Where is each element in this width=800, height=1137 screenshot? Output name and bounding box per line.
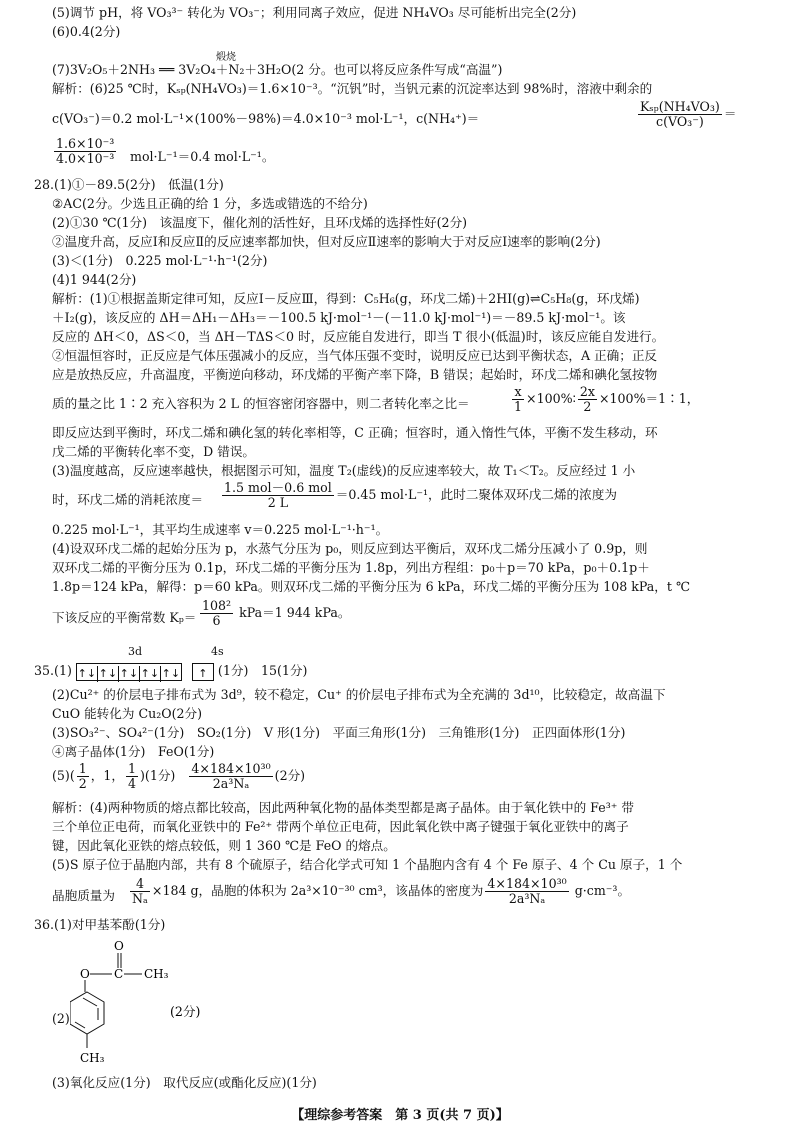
kp-fraction: $\frac{\text{108²}}{6}$ kPa＝1 944 kPa。 [202, 598, 351, 628]
orbital-3d-cell: ↑↓ [161, 666, 181, 680]
text-line: 质的量之比 1∶2 充入容积为 2 L 的恒容密闭容器中，则二者转化率之比＝ [52, 396, 470, 411]
text-line: CuO 能转化为 Cu₂O(2分) [52, 706, 203, 721]
text-line: 0.225 mol·L⁻¹，其平均生成速率 v＝0.225 mol·L⁻¹·h⁻¹。 [52, 522, 389, 537]
text-line: 解析：(1)①根据盖斯定律可知，反应Ⅰ－反应Ⅲ，得到：C₅H₆(g，环戊二烯)＋2HI(g)⇌C₅H₈(g，环戊烯) [52, 291, 640, 306]
text-line: 解析：(4)两种物质的熔点都比较高，因此两种氧化物的晶体类型都是离子晶体。由于氧化铁中的 Fe³⁺ 带 [52, 800, 634, 815]
text-line: 1.8p＝124 kPa，解得：p＝60 kPa。则双环戊二烯的平衡分压为 6 kPa，环戊二烯的平衡分压为 108 kPa，t ℃ [52, 579, 691, 594]
text-line: (3)＜(1分) 0.225 mol·L⁻¹·h⁻¹(2分) [52, 253, 268, 268]
text-line: 36.(1)对甲基苯酚(1分) [34, 917, 166, 932]
text-line: (2)①30 ℃(1分) 该温度下，催化剂的活性好，且环戊烯的选择性好(2分) [52, 215, 468, 230]
orbital-3d-cell: ↑↓ [77, 666, 97, 680]
q35-orbital-line: 35.(1) ↑↓ ↑↓ ↑↓ ↑↓ ↑↓ ↑ (1分) 15(1分) [34, 663, 308, 680]
text-line: 晶胞质量为 [52, 888, 115, 903]
text-line: ＋I₂(g)，该反应的 ΔH＝ΔH₁－ΔH₃＝－100.5 kJ·mol⁻¹－(－11.0 kJ·mol⁻¹)＝－89.5 kJ·mol⁻¹。该 [52, 310, 626, 325]
text-line: 28.(1)①－89.5(2分) 低温(1分) [34, 177, 224, 192]
struct-ch3-bottom: CH₃ [80, 1051, 105, 1065]
label-3d: 3d [128, 645, 143, 658]
orbital-box-3d [76, 663, 182, 681]
text-line: ②AC(2分。少选且正确的给 1 分，多选或错选的不给分) [52, 196, 368, 211]
label-4s: 4s [211, 645, 224, 658]
struct-o-ester: O [80, 967, 90, 981]
orbital-3d-cell: ↑↓ [98, 666, 118, 680]
text-line: 三个单位正电荷，而氧化亚铁中的 Fe²⁺ 带两个单位正电荷，因此氧化铁中离子键强于氧化亚铁中的离子 [52, 819, 629, 834]
orbital-box-4s [192, 663, 214, 681]
ratio-fraction: $\frac{\text{1.6×10⁻³}}{\text{4.0×10⁻³}}$ [56, 136, 115, 166]
text-line: 下该反应的平衡常数 Kₚ＝ [52, 610, 197, 625]
struct-ch3-top: CH₃ [144, 967, 169, 981]
text-line: (4)1 944(2分) [52, 272, 137, 287]
conversion-ratio: $\frac{x}{1}$ ×100%∶ $\frac{2x}{2}$ ×100%＝1∶1， [514, 384, 700, 414]
struct-o-top: O [114, 940, 124, 953]
text-line: 双环戊二烯的平衡分压为 0.1p，环戊二烯的平衡分压为 1.8p，列出方程组：p₀＋p＝70 kPa，p₀＋0.1p＋ [52, 560, 650, 575]
text-line: (3)SO₃²⁻、SO₄²⁻(1分) SO₂(1分) V 形(1分) 平面三角形(1分) 三角锥形(1分) 正四面体形(1分) [52, 725, 626, 740]
text-line: (4)设双环戊二烯的起始分压为 p，水蒸气分压为 p₀，则反应到达平衡后，双环戊二烯分压减小了 0.9p，则 [52, 541, 648, 556]
structure-diagram [70, 940, 210, 1070]
text-line: (3)温度越高，反应速率越快，根据图示可知，温度 T₂(虚线)的反应速率较大，故 T₁＜T₂。反应经过 1 小 [52, 463, 636, 478]
struct-c: C [114, 967, 124, 981]
text-line: ②恒温恒容时，正反应是气体压强减小的反应，当气体压强不变时，说明反应已达到平衡状态，A 正确；正反 [52, 348, 658, 363]
orbital-4s-cell: ↑ [198, 666, 208, 680]
text-line: 即反应达到平衡时，环戊二烯和碘化氢的转化率相等，C 正确；恒容时，通入惰性气体，平衡不发生移动，环 [52, 425, 658, 440]
consumption-fraction: $\frac{\text{1.5 mol－0.6 mol}}{2 L}$ ＝0.45 mol·L⁻¹，此时二聚体双环戊二烯的浓度为 [224, 480, 617, 510]
text-line: 应是放热反应，升高温度，平衡逆向移动，环戊烯的平衡产率下降，B 错误；起始时，环戊二烯和碘化氢按物 [52, 367, 658, 382]
ratio-tail: mol·L⁻¹＝0.4 mol·L⁻¹。 [130, 149, 275, 164]
text-line: 解析：(6)25 ℃时，Kₛₚ(NH₄VO₃)＝1.6×10⁻³。“沉钒”时，当钒元素的沉淀率达到 98%时，溶液中剩余的 [52, 81, 653, 96]
orbital-3d-cell: ↑↓ [119, 666, 139, 680]
text-line: (2) [52, 1011, 70, 1026]
orbital-3d-cell: ↑↓ [140, 666, 160, 680]
struct-score: (2分) [170, 1004, 201, 1019]
text-line: (6)0.4(2分) [52, 24, 121, 39]
text-line: ④离子晶体(1分) FeO(1分) [52, 744, 215, 759]
text-line: (3)氧化反应(1分) 取代反应(或酯化反应)(1分) [52, 1075, 317, 1090]
text-line: ②温度升高，反应Ⅰ和反应Ⅱ的反应速率都加快，但对反应Ⅱ速率的影响大于对反应Ⅰ速率的影响(2分) [52, 234, 601, 249]
text-line: 时，环戊二烯的消耗浓度＝ [52, 492, 204, 507]
text-line: (5)调节 pH，将 VO₃³⁻ 转化为 VO₃⁻；利用同离子效应，促进 NH₄VO₃ 尽可能析出完全(2分) [52, 5, 577, 20]
text-line: c(VO₃⁻)＝0.2 mol·L⁻¹×(100%－98%)＝4.0×10⁻³ mol·L⁻¹，c(NH₄⁺)＝ [52, 111, 480, 126]
text-line: (2)Cu²⁺ 的价层电子排布式为 3d⁹，较不稳定，Cu⁺ 的价层电子排布式为全充满的 3d¹⁰，比较稳定，故高温下 [52, 687, 666, 702]
text-line: (5)S 原子位于晶胞内部，共有 8 个硫原子，结合化学式可知 1 个晶胞内含有 4 个 Fe 原子、4 个 Cu 原子，1 个 [52, 857, 683, 872]
text-line: 键，因此氧化亚铁的熔点较低，则 1 360 ℃是 FeO 的熔点。 [52, 838, 396, 853]
text-line: (7)3V₂O₅＋2NH₃ ══ 3V₂O₄＋N₂＋3H₂O(2 分。也可以将反应条件写成“高温”) [52, 62, 503, 77]
q35-5-answer: (5)( $\frac{1}{2}$ ，1， $\frac{1}{4}$ )(1分) $\frac{\text{4×184×10³⁰}}{\text{2a³Nₐ}}$ (2分) [52, 761, 306, 791]
reaction-condition: 煅烧 [216, 52, 236, 63]
ksp-fraction: $\frac{\text{Kₛₚ(NH₄VO₃)}}{\text{c(VO₃⁻)}}$ ＝ [640, 99, 737, 129]
text-line: 反应的 ΔH＜0，ΔS＜0，当 ΔH－TΔS＜0 时，反应能自发进行，即当 T 很小(低温)时，该反应能自发进行。 [52, 329, 665, 344]
page-footer: 【理综参考答案 第 3 页(共 7 页)】 [291, 1108, 509, 1123]
text-line: 戊二烯的平衡转化率不变，D 错误。 [52, 444, 256, 459]
density-fraction: $\frac{4}{\text{Nₐ}}$ ×184 g，晶胞的体积为 2a³×10⁻³⁰ cm³，该晶体的密度为 $\frac{\text{4×184×10³⁰}}{\text{2a³Nₐ}}$ g·cm⁻³。 [132, 876, 631, 906]
